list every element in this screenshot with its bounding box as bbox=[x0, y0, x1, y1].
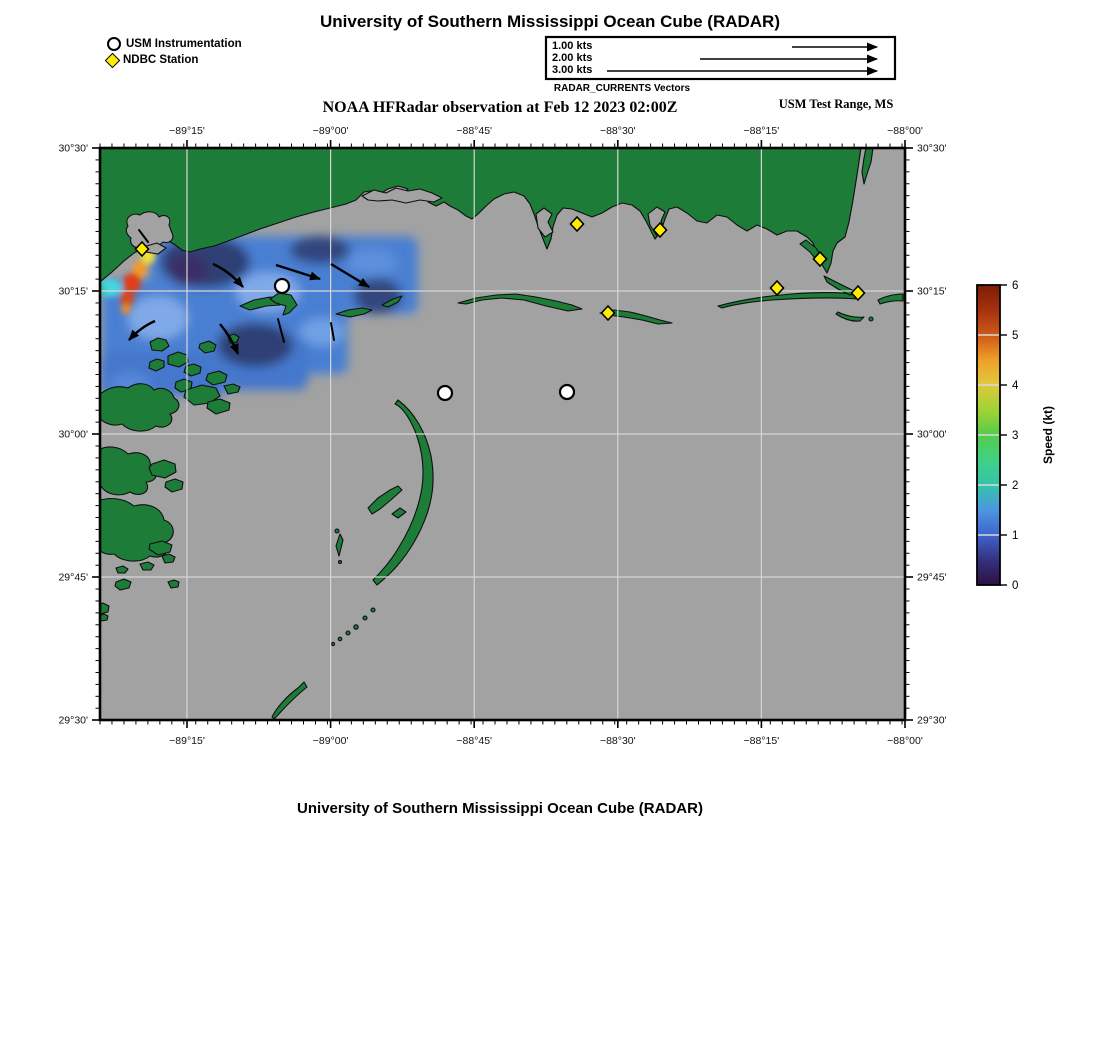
y-tick-label-right: 30°15' bbox=[917, 285, 947, 298]
vector-scale-border bbox=[546, 37, 895, 79]
islet-dot bbox=[339, 561, 342, 564]
y-tick-label-left: 29°45' bbox=[58, 571, 88, 584]
y-tick-label-left: 29°30' bbox=[58, 714, 88, 727]
map-legend bbox=[107, 36, 242, 68]
vector-scale-1kt-label: 1.00 kts bbox=[552, 40, 593, 52]
x-tick-label-top: −89°00' bbox=[312, 125, 349, 137]
x-tick-label-top: −89°15' bbox=[169, 125, 205, 137]
gosier-dot bbox=[363, 616, 367, 620]
x-tick-label-bottom: −88°30' bbox=[599, 735, 636, 747]
x-tick-label-top: −88°15' bbox=[743, 125, 780, 137]
y-tick-label-right: 30°30' bbox=[917, 142, 947, 155]
x-tick-label-top: −88°00' bbox=[887, 125, 923, 137]
y-tick-label-left: 30°30' bbox=[58, 142, 88, 155]
usm-instrument-marker bbox=[438, 386, 452, 400]
bay-st-louis bbox=[126, 212, 173, 248]
colorbar bbox=[977, 280, 1055, 592]
y-tick-label-left: 30°00' bbox=[58, 428, 88, 441]
gosier-dot bbox=[331, 642, 334, 645]
footer-title: University of Southern Mississippi Ocean Cube (RADAR) bbox=[297, 800, 703, 817]
x-tick-label-top: −88°45' bbox=[456, 125, 493, 137]
colorbar-tick-label: 3 bbox=[1012, 430, 1019, 442]
test-range-label: USM Test Range, MS bbox=[778, 97, 894, 111]
speed-streak-spot bbox=[123, 273, 141, 293]
speed-streak-spot bbox=[121, 304, 131, 314]
legend-label: USM Instrumentation bbox=[126, 38, 242, 50]
legend-label: NDBC Station bbox=[123, 54, 199, 66]
observation-subtitle: NOAA HFRadar observation at Feb 12 2023 02:00Z bbox=[322, 99, 678, 116]
islet-dot bbox=[869, 317, 873, 321]
y-tick-label-left: 30°15' bbox=[58, 285, 88, 298]
colorbar-tick-label: 4 bbox=[1012, 380, 1019, 392]
gosier-dot bbox=[338, 637, 342, 641]
usm-instrument-icon bbox=[107, 37, 121, 51]
colorbar-label: Speed (kt) bbox=[1041, 405, 1055, 465]
vector-scale-2kt-label: 2.00 kts bbox=[552, 52, 593, 64]
speed-blob bbox=[300, 318, 344, 346]
legend-item-usm bbox=[107, 36, 242, 52]
x-tick-label-bottom: −88°45' bbox=[456, 735, 493, 747]
x-tick-label-bottom: −88°00' bbox=[887, 735, 923, 747]
speed-streak-spot bbox=[120, 290, 134, 306]
y-tick-label-right: 29°30' bbox=[917, 714, 947, 727]
islet-dot bbox=[335, 529, 339, 533]
gosier-dot bbox=[346, 631, 350, 635]
y-tick-label-right: 30°00' bbox=[917, 428, 947, 441]
colorbar-tick-label: 0 bbox=[1012, 580, 1019, 592]
y-tick-label-right: 29°45' bbox=[917, 571, 947, 584]
x-tick-label-bottom: −89°15' bbox=[169, 735, 205, 747]
usm-instrument-marker bbox=[560, 385, 574, 399]
legend-item-ndbc bbox=[107, 52, 242, 68]
gosier-dot bbox=[354, 625, 358, 629]
usm-instrument-marker bbox=[275, 279, 289, 293]
colorbar-tick-label: 1 bbox=[1012, 530, 1019, 542]
colorbar-tick-label: 2 bbox=[1012, 480, 1019, 492]
colorbar-tick-label: 6 bbox=[1012, 280, 1019, 292]
speed-blob bbox=[290, 236, 350, 264]
page-title: University of Southern Mississippi Ocean Cube (RADAR) bbox=[319, 12, 780, 31]
speed-blob bbox=[346, 248, 398, 276]
vector-scale-box bbox=[546, 37, 895, 79]
gosier-dot bbox=[371, 608, 375, 612]
colorbar-tick-label: 5 bbox=[1012, 330, 1019, 342]
ndbc-station-icon bbox=[105, 52, 121, 68]
x-tick-label-bottom: −89°00' bbox=[312, 735, 349, 747]
vector-scale-3kt-label: 3.00 kts bbox=[552, 64, 593, 76]
x-tick-label-top: −88°30' bbox=[599, 125, 636, 137]
x-tick-label-bottom: −88°15' bbox=[743, 735, 780, 747]
speed-blob bbox=[168, 254, 208, 286]
vector-legend-caption: RADAR_CURRENTS Vectors bbox=[553, 83, 691, 94]
